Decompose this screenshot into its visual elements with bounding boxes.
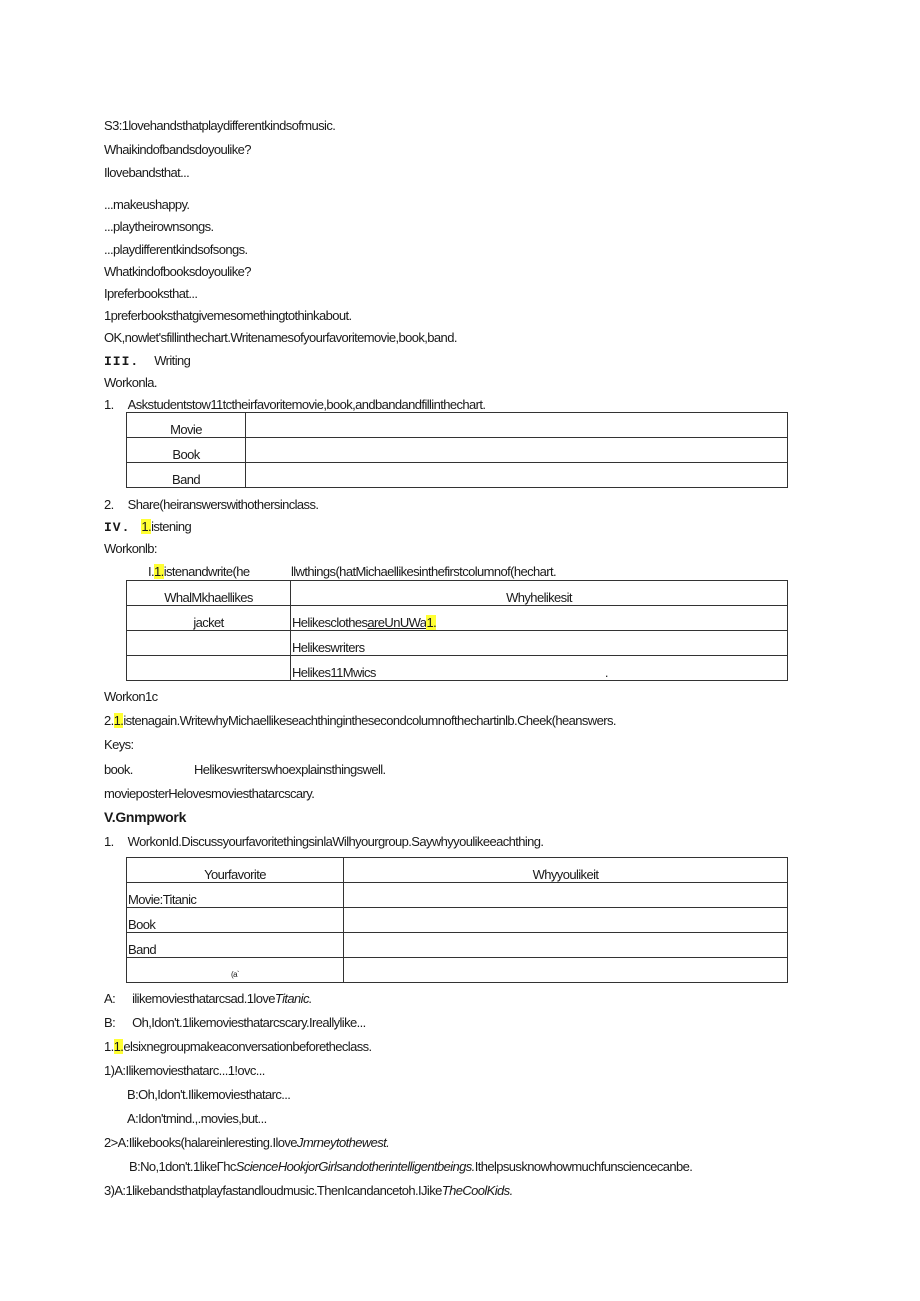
- keys-label: Keys:: [104, 737, 134, 752]
- header-why: Whyhelikesit: [291, 581, 788, 606]
- line-question-bands: Whaikindofbandsdoyoulike?: [104, 142, 251, 157]
- dialogue-a-text: ilikemoviesthatarcsad.1love: [132, 991, 275, 1006]
- cell-why[interactable]: [291, 656, 788, 681]
- row-label-book: Book: [127, 438, 246, 463]
- table-row: [127, 606, 788, 631]
- section-3-heading: [104, 353, 190, 370]
- cell-what[interactable]: [127, 656, 291, 681]
- why-text: Helikeswriters: [292, 640, 365, 655]
- section-4-work: Workonlb:: [104, 541, 157, 556]
- dialogue-2a: [104, 1135, 389, 1151]
- cell-what[interactable]: jacket: [127, 606, 291, 631]
- section-4-number: IV.: [104, 520, 131, 535]
- key-1-a: book.: [104, 762, 133, 777]
- dialogue-text: B:No,1don't.1likeΓhc: [129, 1159, 236, 1174]
- cell-why[interactable]: [291, 631, 788, 656]
- cell-favorite[interactable]: Book: [127, 908, 344, 933]
- dialogue-1c: A:Idon'tmind.,.movies,but...: [127, 1111, 267, 1126]
- dialogue-b-text: Oh,Idon't.1likemoviesthatarcscary.Ireallylike...: [132, 1015, 366, 1030]
- line-love-bands: Ilovebandsthat...: [104, 165, 190, 180]
- key-2: movieposterHelovesmoviesthatarcscary.: [104, 786, 315, 801]
- dialogue-1a: 1)A:Ilikemoviesthatarc...1!ovc...: [104, 1063, 265, 1078]
- cell-mark: (a`: [231, 970, 239, 979]
- dialogue-text-post: Ithelpsusknowhowmuchfunsciencecanbe.: [474, 1159, 693, 1174]
- step-text: istenagain.WritewhyMichaellikeseachthinginthesecondcolumnofthechartinlb.Cheek(heanswers.: [123, 713, 616, 728]
- section-4-instruction-b: llwthings(hatMichaellikesinthefirstcolumnof(hechart.: [291, 564, 557, 579]
- michael-likes-chart: [126, 580, 788, 681]
- dialogue-text: 2>A:Ilikebooks(halareinleresting.Ilove: [104, 1135, 297, 1150]
- line-fill-chart: OK,nowlet'sfillinthechart.Writenamesofyourfavoritemovie,book,band.: [104, 330, 457, 345]
- why-text: Helikesclothes: [292, 615, 368, 630]
- line-prefer-2: 1preferbooksthatgivemesomethingtothinkabout.: [104, 308, 352, 323]
- cell-why[interactable]: [344, 883, 788, 908]
- dialogue-1b: B:Oh,Idon't.Ilikemoviesthatarc...: [127, 1087, 291, 1102]
- favorites-chart: [126, 412, 788, 488]
- cell-favorite[interactable]: [127, 958, 344, 983]
- line-option-1: ...makeushappy.: [104, 197, 190, 212]
- highlight: 1.: [113, 1039, 124, 1054]
- step-number: 1.: [104, 1039, 114, 1054]
- speaker-a: A:: [104, 991, 116, 1006]
- section-4-work-2: Workon1c: [104, 689, 158, 704]
- step-number: 2.: [104, 497, 114, 512]
- cell-why[interactable]: [344, 908, 788, 933]
- step-text: Askstudentstow11tctheirfavoritemovie,book,andbandandfillinthechart.: [127, 397, 486, 412]
- group-instruction: [104, 1039, 372, 1055]
- answer-cell[interactable]: [246, 413, 788, 438]
- table-row: [127, 883, 788, 908]
- table-row: [127, 463, 788, 488]
- row-label-movie: Movie: [127, 413, 246, 438]
- dialogue-3a: [104, 1183, 513, 1199]
- line-prefer: Ipreferbooksthat...: [104, 286, 198, 301]
- dialogue-a: [104, 991, 312, 1007]
- cell-why[interactable]: [291, 606, 788, 631]
- section-5-heading: V.Gnmpwork: [104, 809, 187, 825]
- cell-what[interactable]: [127, 631, 291, 656]
- cell-why[interactable]: [344, 933, 788, 958]
- section-4-instruction: [148, 564, 249, 580]
- table-row: [127, 413, 788, 438]
- row-label-band: Band: [127, 463, 246, 488]
- dialogue-text: 3)A:1likebandsthatplayfastandloudmusic.ThenIcandancetoh.IJike: [104, 1183, 442, 1198]
- line-s3: S3:1lovehandsthatplaydifferentkindsofmusic.: [104, 118, 336, 133]
- dialogue-a-title: Titanic.: [274, 991, 312, 1006]
- table-row: [127, 958, 788, 983]
- dialogue-2b: [129, 1159, 692, 1175]
- book-title: Jmrneytothewest.: [296, 1135, 390, 1150]
- section-3-number: III.: [104, 354, 140, 369]
- answer-cell[interactable]: [246, 463, 788, 488]
- instr-text-a: istenandwrite(he: [163, 564, 250, 579]
- answer-cell[interactable]: [246, 438, 788, 463]
- section-4-heading: [104, 519, 191, 536]
- section-3-work: Workonla.: [104, 375, 157, 390]
- header-what: WhalMkhaellikes: [127, 581, 291, 606]
- highlight: 1.: [154, 564, 164, 579]
- step-text: WorkonId.DiscussyourfavoritethingsinlaWilhyourgroup.Saywhyyoulikeeachthing.: [127, 834, 544, 849]
- why-underlined: areUnUWa: [367, 615, 427, 630]
- band-name: TheCoolKids.: [441, 1183, 513, 1198]
- cell-why[interactable]: [344, 958, 788, 983]
- dialogue-b: [104, 1015, 366, 1031]
- header-why: Whyyoulikeit: [344, 858, 788, 883]
- table-row: [127, 933, 788, 958]
- line-option-2: ...playtheirownsongs.: [104, 219, 214, 234]
- table-row: [127, 438, 788, 463]
- table-row: [127, 631, 788, 656]
- section-4-title: istening: [151, 519, 192, 534]
- header-favorite: Yourfavorite: [127, 858, 344, 883]
- table-row: [127, 656, 788, 681]
- speaker-b: B:: [104, 1015, 116, 1030]
- cell-favorite[interactable]: Band: [127, 933, 344, 958]
- key-1: [104, 762, 386, 778]
- table-header-row: [127, 858, 788, 883]
- step-text: elsixnegroupmakeaconversationbeforetheclass.: [123, 1039, 372, 1054]
- step-text: Share(heiranswerswithothersinclass.: [127, 497, 319, 512]
- group-favorites-chart: [126, 857, 788, 983]
- trailing-dot: .: [604, 665, 608, 680]
- section-3-step-1: [104, 397, 485, 413]
- key-1-b: Helikeswriterswhoexplainsthingswell.: [194, 762, 386, 777]
- why-text: Helikes11Mwics: [292, 665, 376, 680]
- book-title: ScienceHookjorGirlsandotherintelligentbeings.: [235, 1159, 475, 1174]
- line-question-books: Whatkindofbooksdoyoulike?: [104, 264, 251, 279]
- section-4-step-2: [104, 713, 616, 729]
- highlight: 1.: [113, 713, 124, 728]
- line-option-3: ...playdifferentkindsofsongs.: [104, 242, 248, 257]
- step-number: 1.: [104, 397, 114, 412]
- table-header-row: [127, 581, 788, 606]
- highlight: 1.: [141, 519, 152, 534]
- step-number: 1.: [104, 834, 114, 849]
- section-3-title: Writing: [154, 353, 191, 368]
- cell-favorite[interactable]: Movie:Titanic: [127, 883, 344, 908]
- table-row: [127, 908, 788, 933]
- section-3-step-2: [104, 497, 318, 513]
- step-number: 2.: [104, 713, 114, 728]
- section-5-step-1: [104, 834, 543, 850]
- instr-prefix: I.: [148, 564, 155, 579]
- highlight: 1.: [426, 615, 437, 630]
